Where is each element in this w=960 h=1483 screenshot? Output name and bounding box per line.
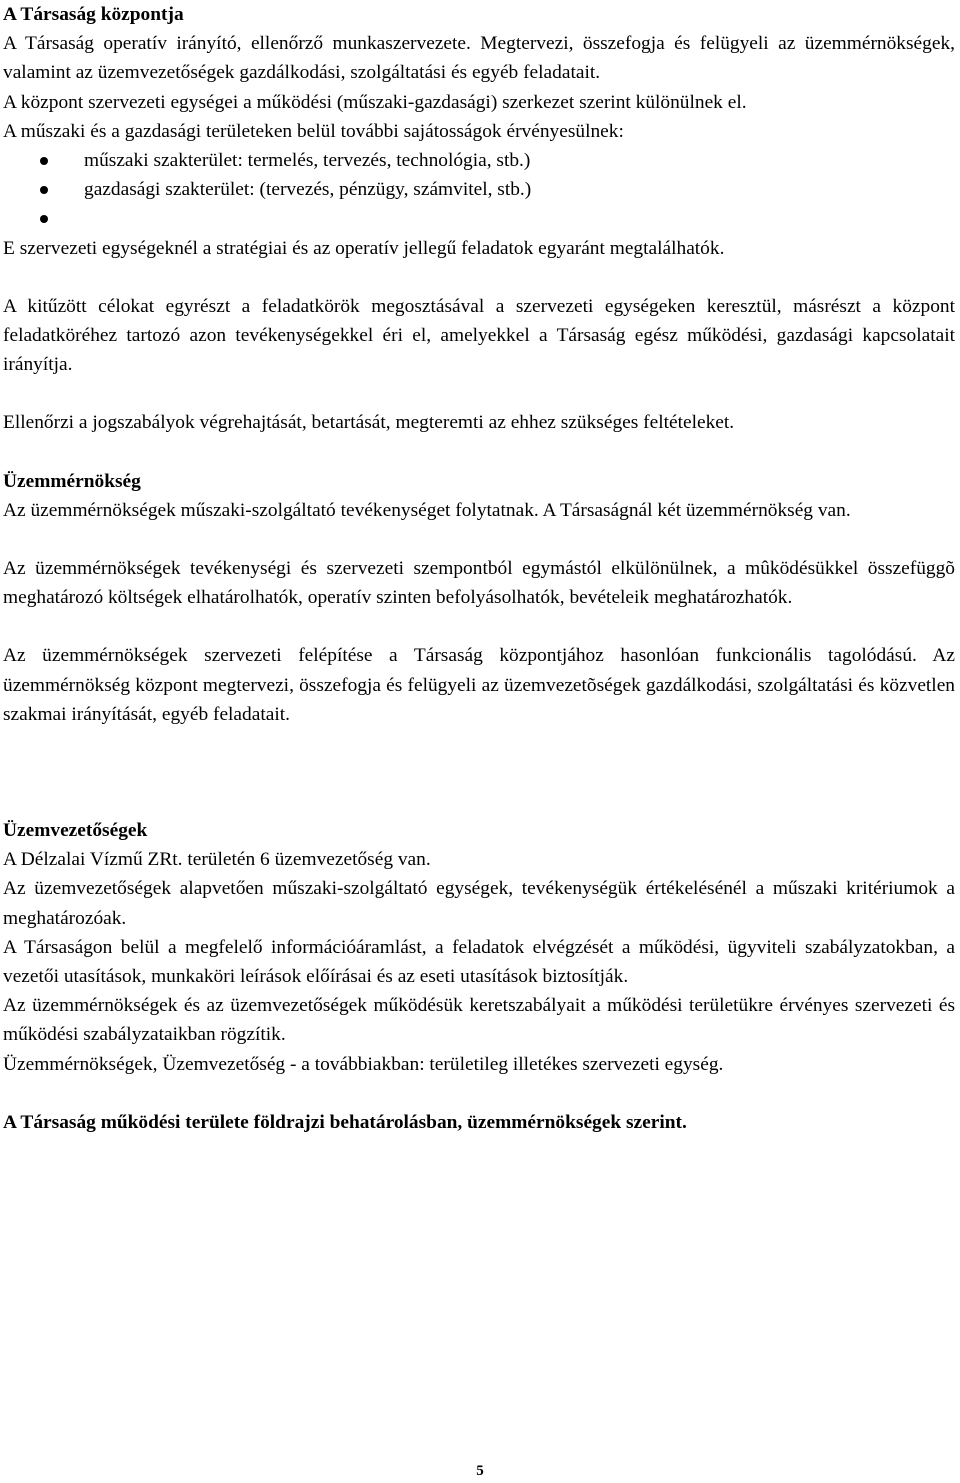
paragraph: A műszaki és a gazdasági területeken belül további sajátosságok érvényesülnek: — [3, 120, 624, 142]
spacer — [3, 263, 955, 292]
bullet-dot-icon — [40, 186, 48, 194]
spacer — [3, 729, 955, 816]
paragraph: Az üzemvezetőségek alapvetően műszaki-szolgáltató egységek, tevékenységük értékelésénél a műszaki kritériumok a meghatározóak. — [3, 878, 955, 929]
page-number: 5 — [476, 1463, 484, 1479]
section-heading-uzemmernokseg: Üzemmérnökség — [3, 470, 141, 492]
paragraph: A Társaságon belül a megfelelő információáramlást, a feladatok elvégzését a működési, ügyviteli szabályzatokban, a vezetői utasítások, munkaköri leírások előírásai és az eseti utasítások biztosítják. — [3, 936, 955, 988]
page-content — [3, 0, 955, 1137]
closing-heading: A Társaság működési területe földrajzi behatárolásban, üzemmérnökségek szerint. — [3, 1111, 687, 1133]
paragraph: E szervezeti egységeknél a stratégiai és az operatív jellegű feladatok egyaránt megtalálhatók. — [3, 237, 725, 259]
paragraph: Az üzemmérnökségek műszaki-szolgáltató tevékenységet folytatnak. A Társaságnál két üzemmérnökség van. — [3, 499, 851, 521]
paragraph: Az üzemmérnökségek és az üzemvezetőségek működésük keretszabályait a működési területükre érvényes szervezeti és működési szabályzataikban rögzítik. — [3, 995, 955, 1046]
bullet-list — [3, 146, 955, 234]
paragraph: Az üzemmérnökségek tevékenységi és szervezeti szempontból egymástól elkülönülnek, a mûködésükkel összefüggõ meghatározó költségek elhatárolhatók, operatív szinten befolyásolhatók, bevételeik meghatározhatók. — [3, 558, 955, 609]
bullet-item: műszaki szakterület: termelés, tervezés, technológia, stb.) — [3, 146, 955, 175]
spacer — [3, 379, 955, 408]
section-heading-kozpont: A Társaság központja — [3, 4, 184, 25]
bullet-item: gazdasági szakterület: (tervezés, pénzügy, számvitel, stb.) — [3, 175, 955, 204]
bullet-dot-icon — [40, 157, 48, 165]
spacer — [3, 525, 955, 554]
bullet-item — [3, 204, 955, 233]
paragraph: A Társaság operatív irányító, ellenőrző munkaszervezete. Megtervezi, összefogja és felügyeli az üzemmérnökségek, valamint az üzemvezetőségek gazdálkodási, szolgáltatási és egyéb feladatait. — [3, 33, 955, 84]
spacer — [3, 1079, 955, 1108]
paragraph: A központ szervezeti egységei a működési (műszaki-gazdasági) szerkezet szerint különülnek el. — [3, 91, 747, 113]
spacer — [3, 438, 955, 467]
section-heading-uzemvezetosegek: Üzemvezetőségek — [3, 820, 148, 842]
paragraph: Ellenőrzi a jogszabályok végrehajtását, betartását, megteremti az ehhez szükséges feltételeket. — [3, 412, 735, 434]
paragraph: Üzemmérnökségek, Üzemvezetőség - a továbbiakban: területileg illetékes szervezeti egység. — [3, 1053, 724, 1075]
paragraph: Az üzemmérnökségek szervezeti felépítése a Társaság központjához hasonlóan funkcionális tagolódású. Az üzemmérnökség központ megtervezi, összefogja és felügyeli az üzemvezetõségek gazdálkodási, szolgáltatási és közvetlen szakmai irányítását, egyéb feladatait. — [3, 645, 955, 725]
spacer — [3, 612, 955, 641]
paragraph: A Délzalai Vízmű ZRt. területén 6 üzemvezetőség van. — [3, 849, 431, 871]
paragraph: A kitűzött célokat egyrészt a feladatkörök megosztásával a szervezeti egységeken keresztül, másrészt a központ feladatköréhez tartozó azon tevékenységekkel éri el, amelyekkel a Társaság egész működési, gazdasági kapcsolatait irányítja. — [3, 295, 955, 376]
bullet-dot-icon — [40, 215, 48, 223]
